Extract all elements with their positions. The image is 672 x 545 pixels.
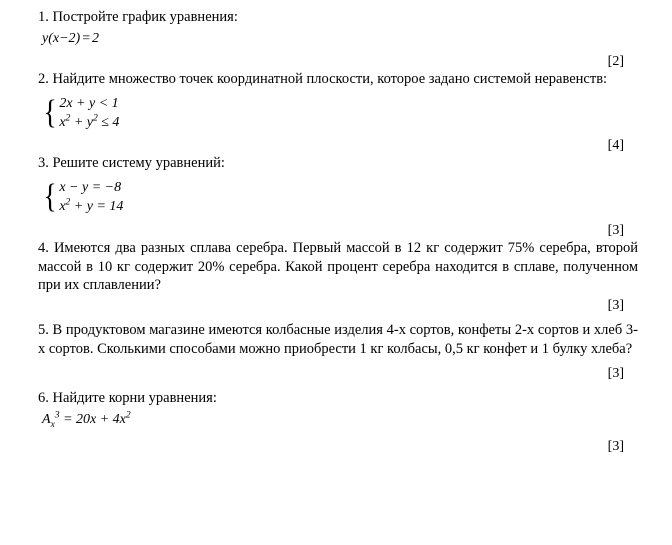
task-5 [38,321,638,382]
task-2-system [42,94,638,133]
task-2 [38,70,638,154]
task-1-points: [2] [607,53,624,69]
task-4-points: [3] [607,298,624,314]
task-3-system-line-2: $x^2 + y = 14$ [59,197,124,215]
task-2-system-line-1: 2x + y < 1 [59,95,119,111]
task-3 [38,154,638,238]
task-2-text: 2. Найдите множество точек координатной плоскости, которое задано системой неравенств: [38,70,608,87]
task-3-system-lines [59,178,123,217]
task-1-text: 1. Постройте график уравнения: [38,9,238,25]
task-5-points: [3] [607,366,624,381]
task-6 [38,389,638,455]
task-2-system-lines [59,94,119,133]
task-3-system [42,178,638,217]
task-6-points: [3] [607,438,624,454]
task-3-system-line-1: x − y = −8 [59,180,122,196]
task-2-points: [4] [607,138,624,154]
task-1 [38,8,638,70]
task-1-formula: y(x−2) = 2 [42,30,99,46]
task-5-text: 5. В продуктовом магазине имеются колбасные изделия 4-х сортов, конфеты 2-х сортов и хлеб 3-х сортов. Сколькими способами можно приобрести 1 кг колбасы, 0,5 кг конфет и 1 булку хлеба? [38,322,638,358]
task-2-system-line-2: $x^2 + y^2 \le 4$ [59,113,120,130]
task-3-text: 3. Решите систему уравнений: [38,155,225,172]
task-4-text: 4. Имеются два разных сплава серебра. Первый массой в 12 кг содержит 75% серебра, второй массой в 10 кг содержит 20% серебра. Какой процент серебра находится в сплаве, полученном при их сплавлении? [38,239,638,294]
task-6-formula: $A_x^3 = 20x + 4x^2$ [42,410,131,430]
task-6-text: 6. Найдите корни уравнения: [38,390,217,406]
task-4 [38,239,638,315]
brace-icon: { [43,93,57,131]
brace-icon: { [43,178,57,216]
task-3-points: [3] [607,222,624,238]
